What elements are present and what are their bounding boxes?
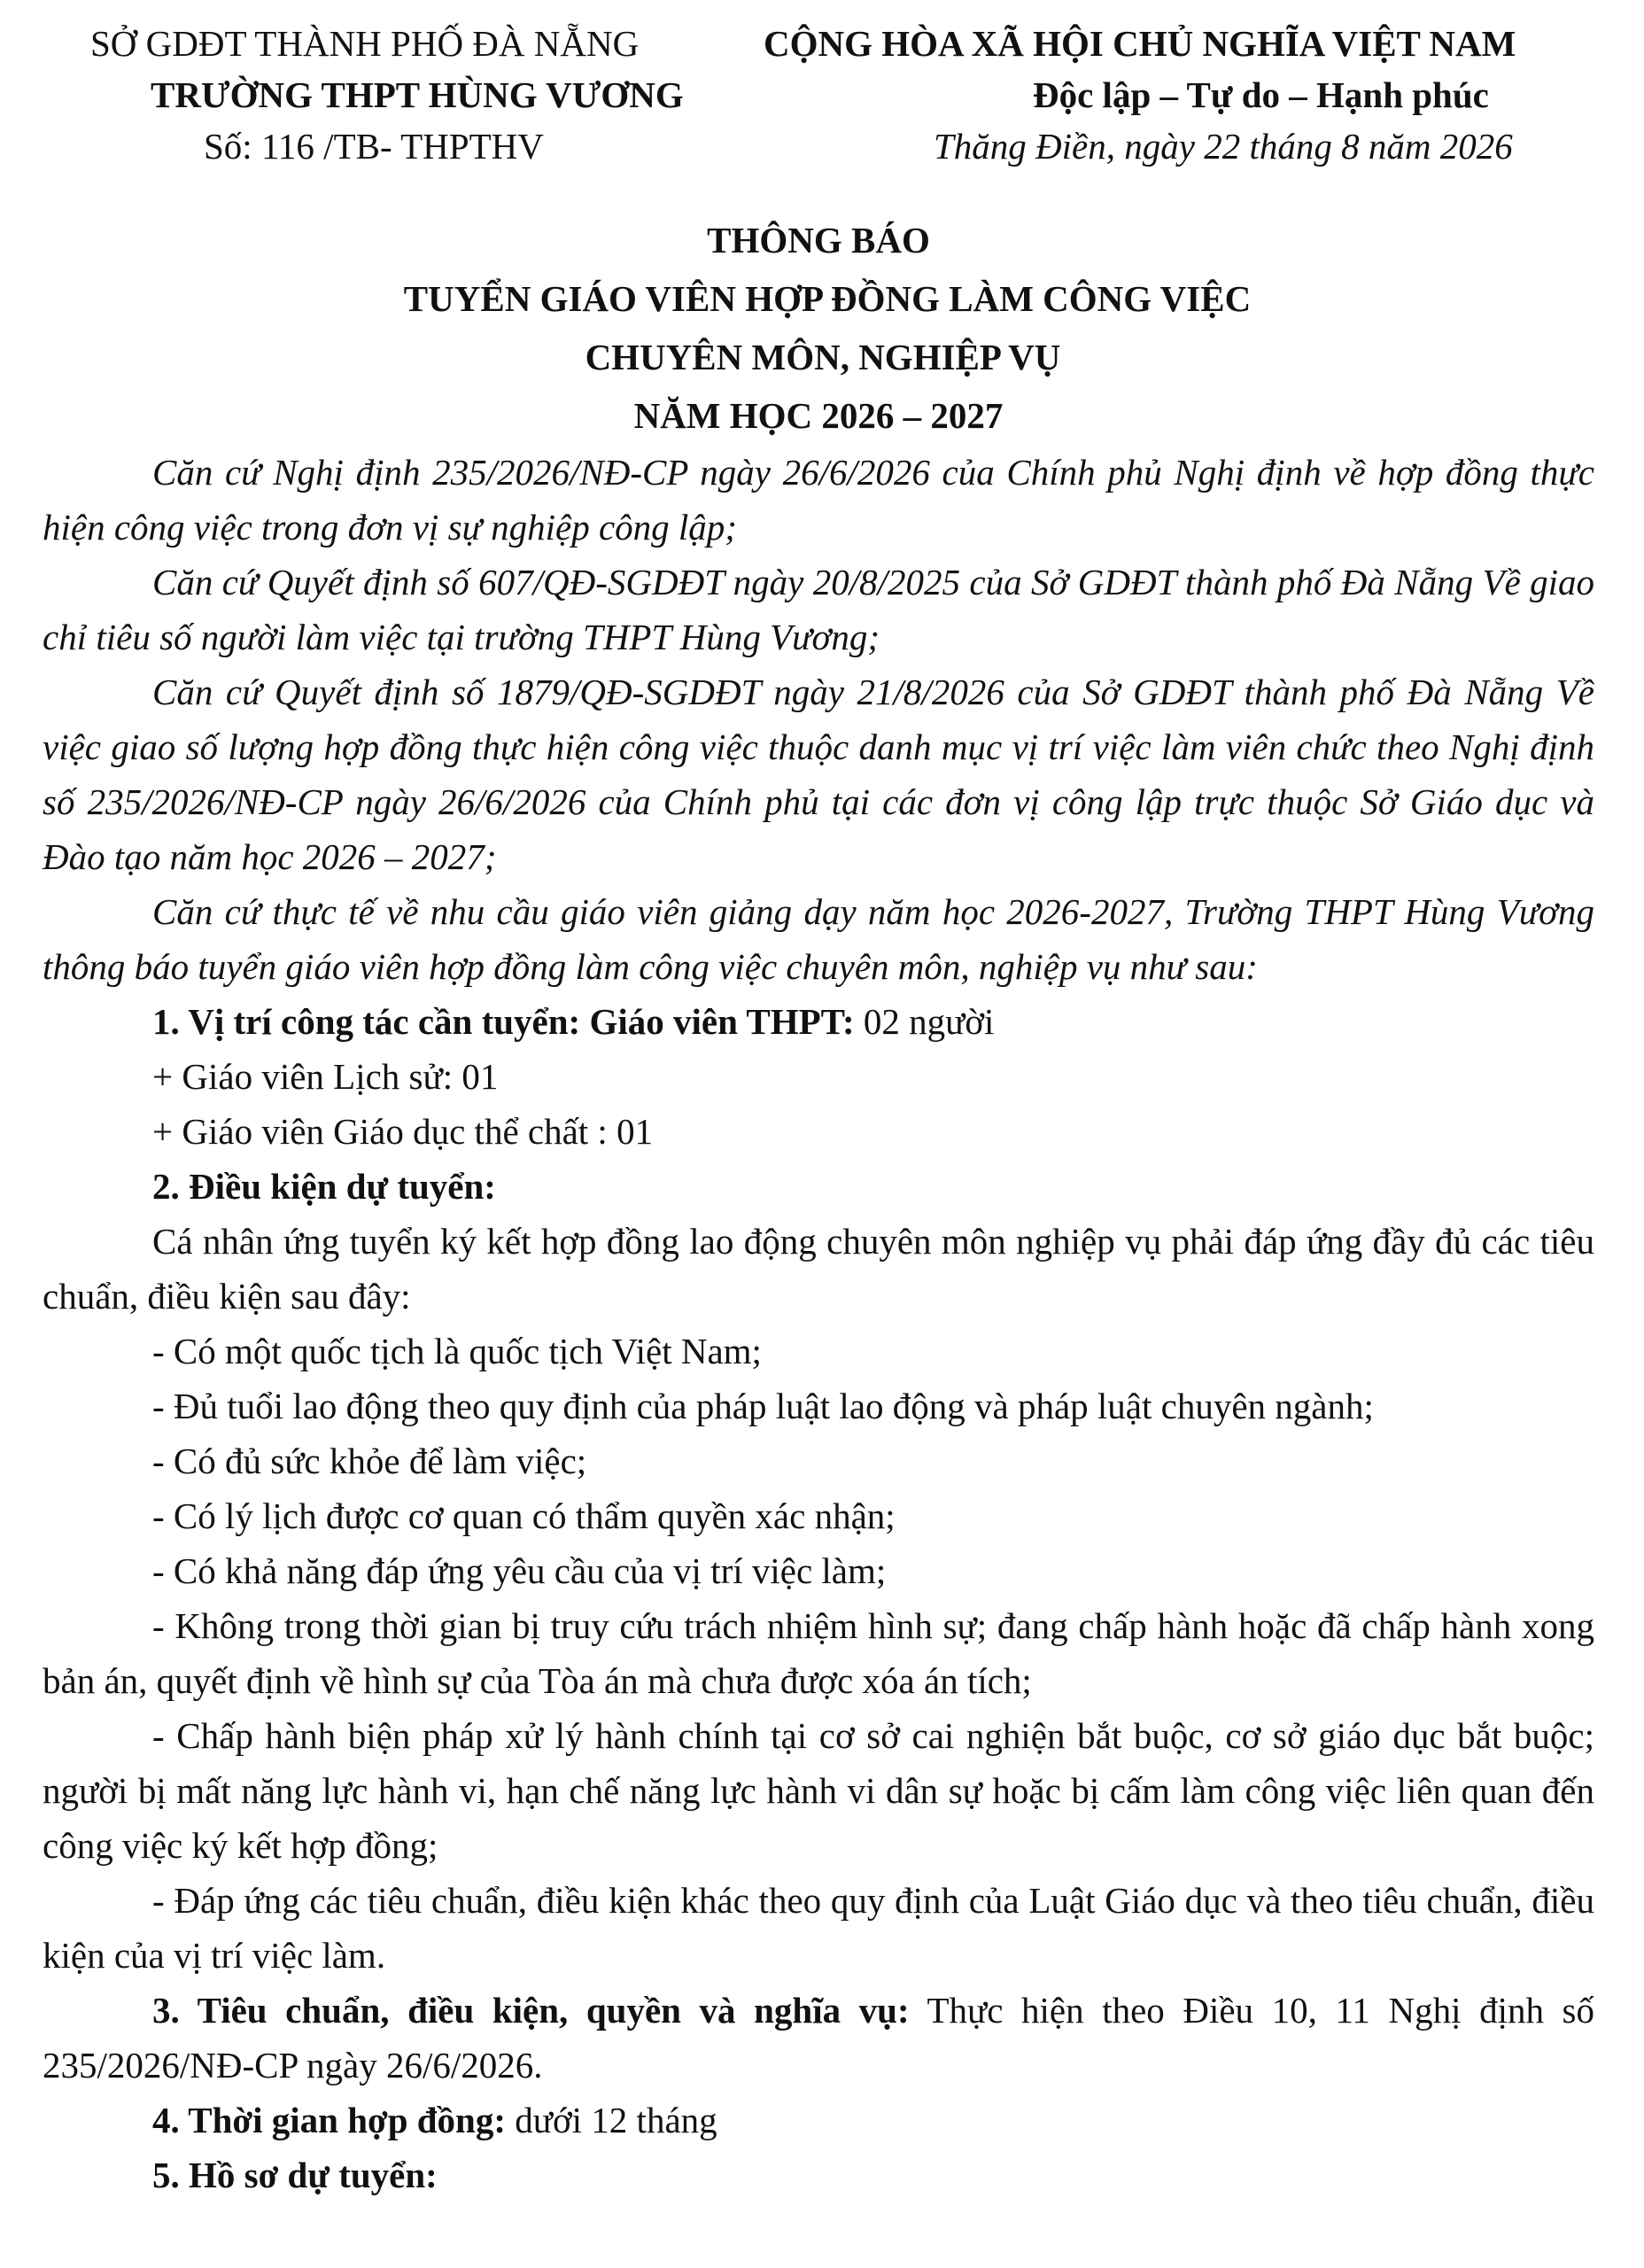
document-body — [43, 445, 1594, 2202]
section-4 — [43, 2093, 1594, 2148]
list-item: - Có khả năng đáp ứng yêu cầu của vị trí việc làm; — [152, 1550, 887, 1591]
document-number: Số: 116 /TB- THPTHV — [204, 126, 544, 167]
section-text: dưới 12 tháng — [506, 2100, 717, 2140]
preamble-paragraph: Căn cứ Nghị định 235/2026/NĐ-CP ngày 26/6/2026 của Chính phủ Nghị định về hợp đồng thực hiện công việc trong đơn vị sự nghiệp công lập; — [43, 452, 1594, 548]
list-item: - Có đủ sức khỏe để làm việc; — [152, 1441, 587, 1481]
preamble-paragraph: Căn cứ thực tế về nhu cầu giáo viên giảng dạy năm học 2026-2027, Trường THPT Hùng Vương thông báo tuyển giáo viên hợp đồng làm công việc chuyên môn, nghiệp vụ như sau: — [43, 891, 1594, 987]
list-item: - Chấp hành biện pháp xử lý hành chính tại cơ sở cai nghiện bắt buộc, cơ sở giáo dục bắt buộc; người bị mất năng lực hành vi, hạn chế năng lực hành vi dân sự hoặc bị cấm làm công việc liên quan đến công việc ký kết hợp đồng; — [43, 1715, 1594, 1866]
title-line: NĂM HỌC 2026 – 2027 — [633, 395, 1004, 436]
national-motto: Độc lập – Tự do – Hạnh phúc — [1033, 74, 1489, 115]
issuing-authority: SỞ GDĐT THÀNH PHỐ ĐÀ NẴNG — [90, 23, 640, 64]
list-item: - Đáp ứng các tiêu chuẩn, điều kiện khác theo quy định của Luật Giáo dục và theo tiêu chuẩn, điều kiện của vị trí việc làm. — [43, 1880, 1594, 1976]
section-heading: 1. Vị trí công tác cần tuyển: Giáo viên THPT: — [152, 1001, 855, 1042]
list-item: - Không trong thời gian bị truy cứu trách nhiệm hình sự; đang chấp hành hoặc đã chấp hành xong bản án, quyết định về hình sự của Tòa án mà chưa được xóa án tích; — [43, 1605, 1594, 1701]
list-item: - Có lý lịch được cơ quan có thẩm quyền xác nhận; — [152, 1495, 896, 1536]
section-1-heading — [43, 994, 1594, 1049]
document-header — [43, 9, 1594, 167]
section-5-heading: 5. Hồ sơ dự tuyển: — [152, 2155, 438, 2195]
school-name: TRƯỜNG THPT HÙNG VƯƠNG — [151, 74, 684, 115]
document-title — [43, 211, 1594, 445]
title-line: THÔNG BÁO — [707, 220, 930, 260]
list-item: + Giáo viên Lịch sử: 01 — [152, 1056, 499, 1097]
section-heading: 4. Thời gian hợp đồng: — [152, 2100, 507, 2140]
section-3 — [43, 1983, 1594, 2093]
section-2-heading: 2. Điều kiện dự tuyển: — [152, 1166, 496, 1207]
list-item: - Có một quốc tịch là quốc tịch Việt Nam; — [152, 1331, 762, 1371]
title-line: CHUYÊN MÔN, NGHIỆP VỤ — [585, 337, 1061, 377]
preamble-paragraph: Căn cứ Quyết định số 1879/QĐ-SGDĐT ngày 21/8/2026 của Sở GDĐT thành phố Đà Nẵng Về việc giao số lượng hợp đồng thực hiện công việc thuộc danh mục vị trí việc làm viên chức theo Nghị định số 235/2026/NĐ-CP ngày 26/6/2026 của Chính phủ tại các đơn vị công lập trực thuộc Sở Giáo dục và Đào tạo năm học 2026 – 2027; — [43, 672, 1594, 877]
place-and-date: Thăng Điền, ngày 22 tháng 8 năm 2026 — [934, 126, 1513, 167]
list-item: - Đủ tuổi lao động theo quy định của pháp luật lao động và pháp luật chuyên ngành; — [152, 1386, 1374, 1426]
section-value: 02 người — [854, 1001, 995, 1042]
title-line: TUYỂN GIÁO VIÊN HỢP ĐỒNG LÀM CÔNG VIỆC — [403, 278, 1252, 319]
section-heading: 3. Tiêu chuẩn, điều kiện, quyền và nghĩa vụ: — [152, 1990, 910, 2031]
list-item: + Giáo viên Giáo dục thể chất : 01 — [152, 1111, 654, 1152]
preamble-paragraph: Căn cứ Quyết định số 607/QĐ-SGDĐT ngày 20/8/2025 của Sở GDĐT thành phố Đà Nẵng Về giao chỉ tiêu số người làm việc tại trường THPT Hùng Vương; — [43, 562, 1594, 657]
national-title: CỘNG HÒA XÃ HỘI CHỦ NGHĨA VIỆT NAM — [764, 23, 1516, 64]
section-text: Thực hiện theo Điều 10, 11 Nghị định số 235/2026/NĐ-CP ngày 26/6/2026. — [43, 1990, 1594, 2085]
section-2-intro: Cá nhân ứng tuyển ký kết hợp đồng lao động chuyên môn nghiệp vụ phải đáp ứng đầy đủ các tiêu chuẩn, điều kiện sau đây: — [43, 1221, 1594, 1317]
